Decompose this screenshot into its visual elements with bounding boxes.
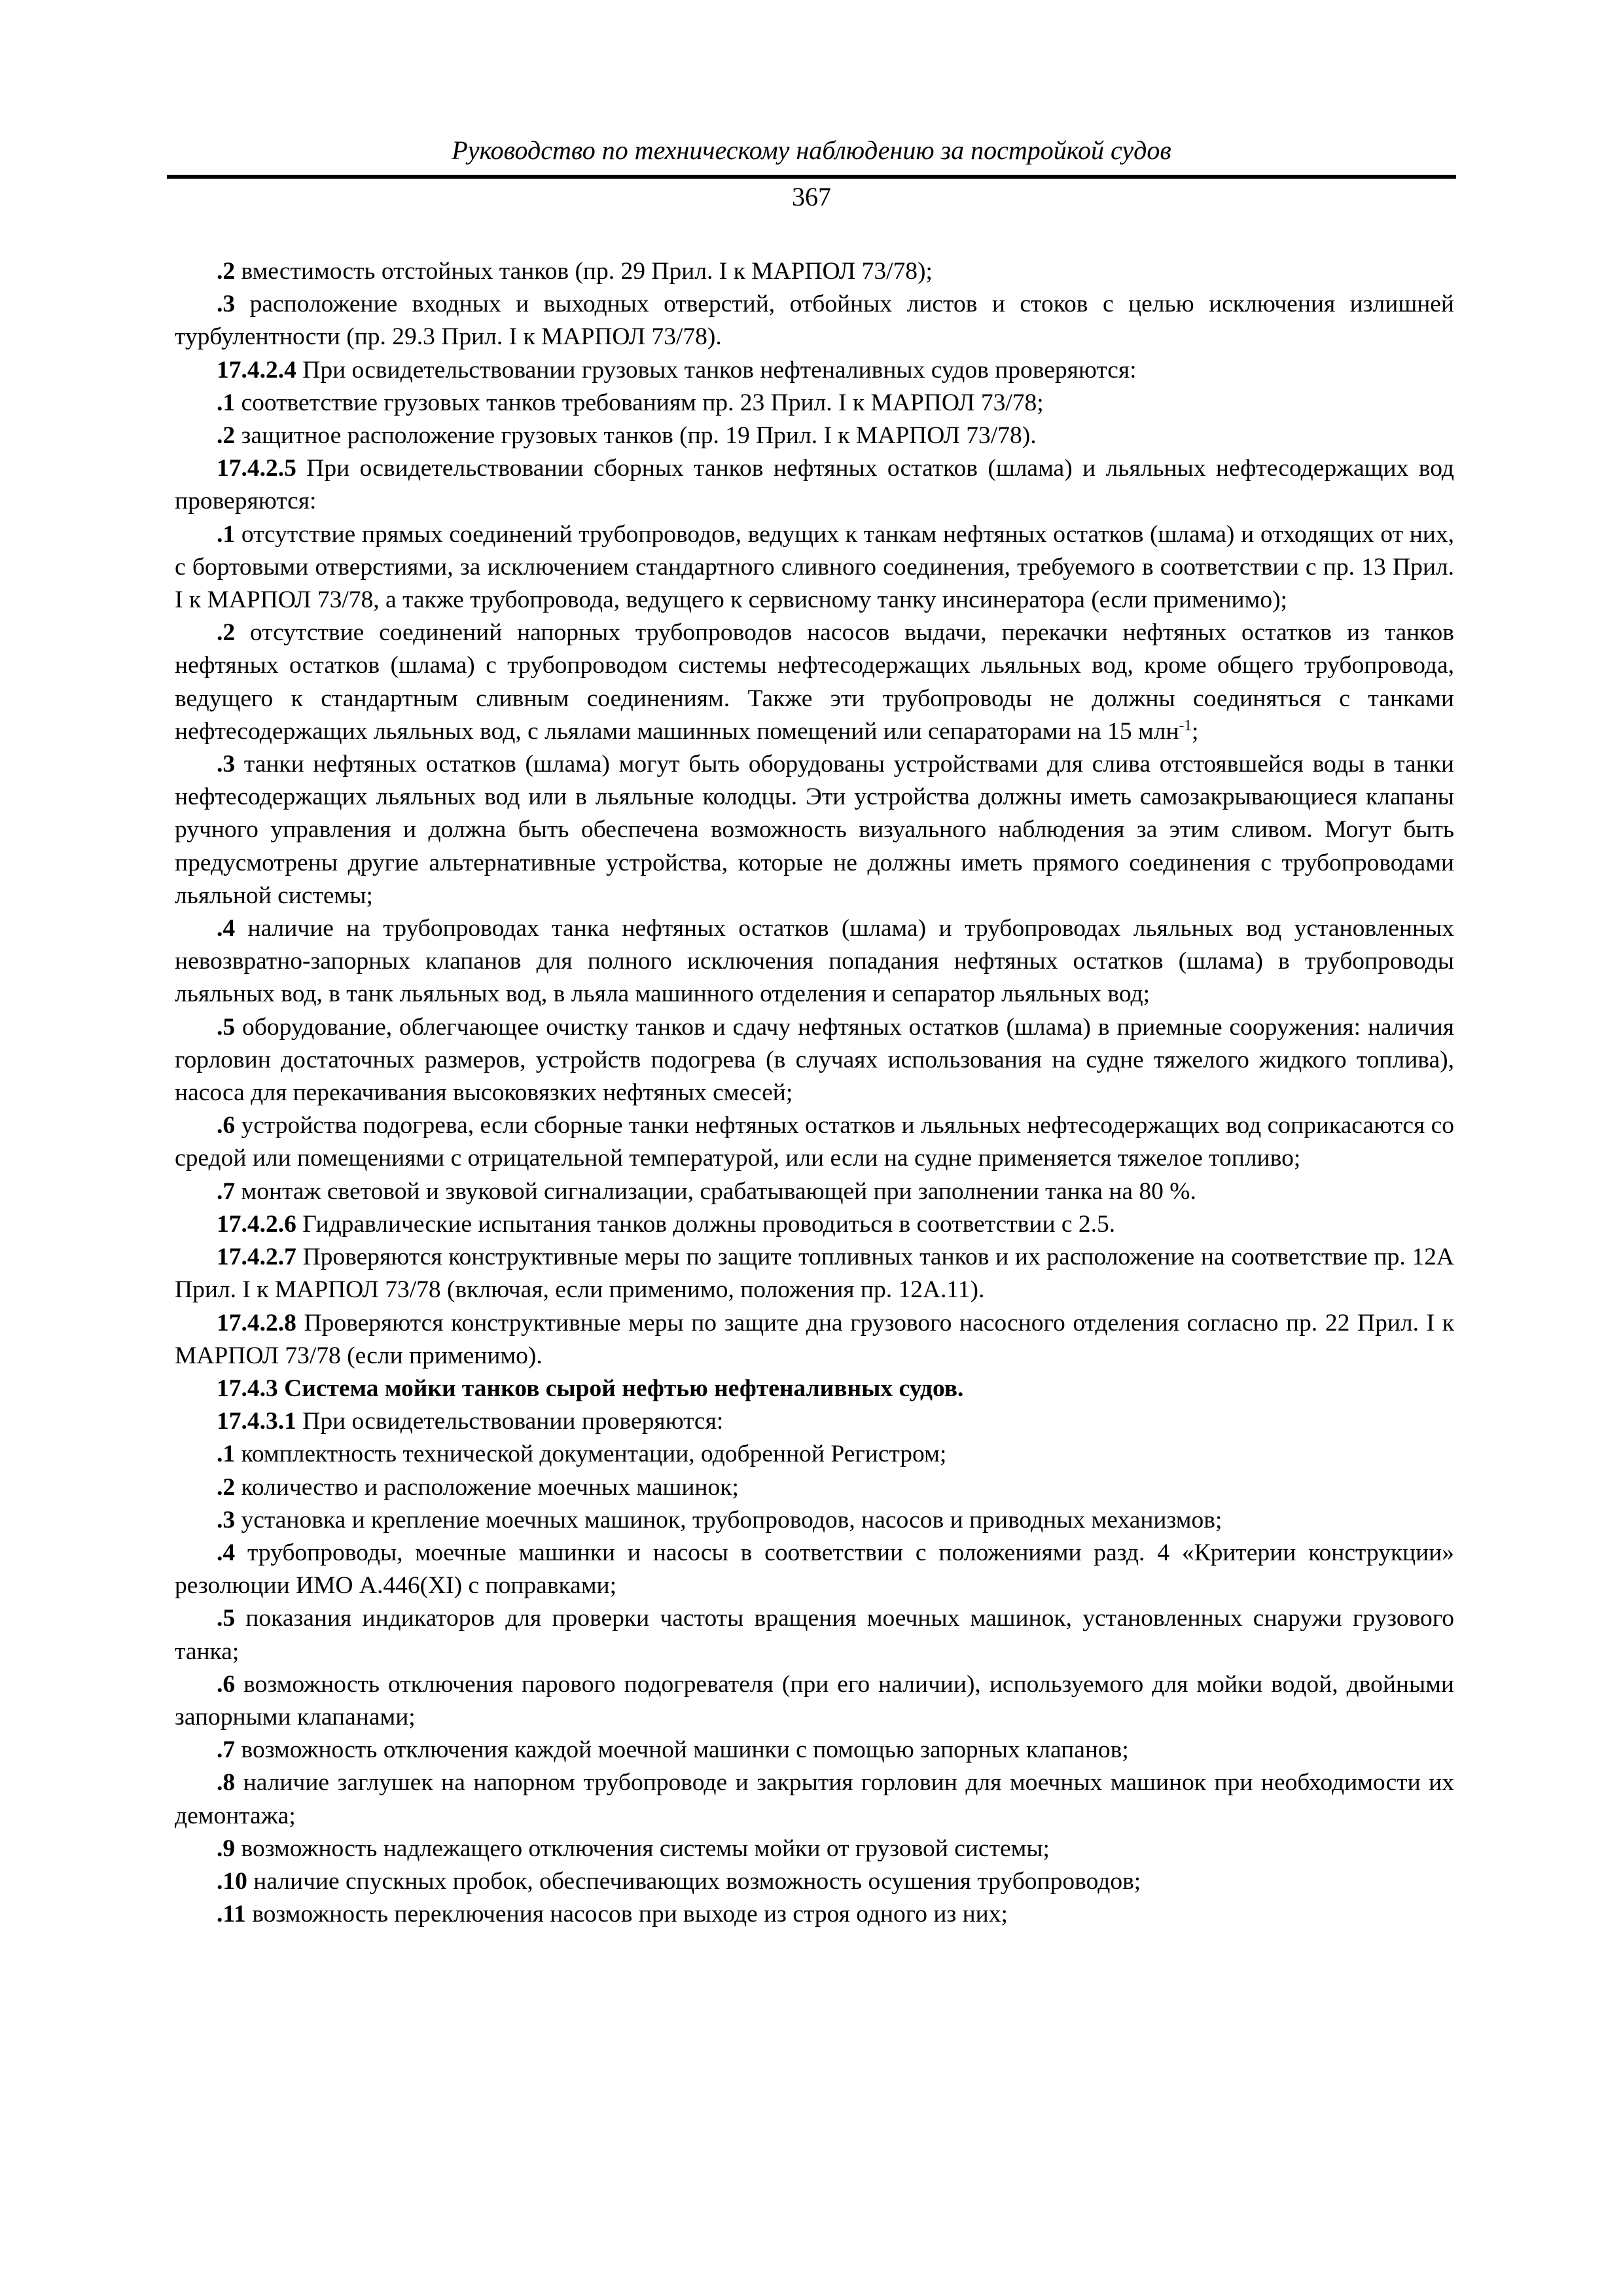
item-text: количество и расположение моечных машинок; (235, 1473, 739, 1501)
item-text: вместимость отстойных танков (пр. 29 Прил. I к МАРПОЛ 73/78); (235, 258, 933, 285)
paragraph (175, 1307, 1454, 1372)
item-text: отсутствие соединений напорных трубопроводов насосов выдачи, перекачки нефтяных остатков из танков нефтяных остатков (шлама) с трубопроводом системы нефтесодержащих льяльных вод, кроме общего трубопровода, ведущего к стандартным сливным соединениям. Также эти трубопроводы не должны соединяться с танками нефтесодержащих льяльных вод, с льялами машинных помещений или сепараторами на 15 млн (175, 619, 1454, 745)
item-text: возможность отключения парового подогревателя (при его наличии), используемого для мойки водой, двойными запорными клапанами; (175, 1670, 1454, 1731)
item-text: комплектность технической документации, одобренной Регистром; (235, 1441, 947, 1468)
paragraph (175, 1109, 1454, 1175)
item-number: .3 (217, 751, 236, 778)
item-number: .2 (217, 258, 236, 285)
item-text: возможность отключения каждой моечной машинки с помощью запорных клапанов; (235, 1736, 1129, 1764)
header-rule (167, 175, 1456, 179)
paragraph (175, 1438, 1454, 1471)
superscript: -1 (1179, 717, 1192, 734)
item-text: Гидравлические испытания танков должны проводиться в соответствии с 2.5. (296, 1210, 1116, 1238)
paragraph (175, 1471, 1454, 1504)
paragraph (175, 1405, 1454, 1438)
clause-number: 17.4.2.8 (217, 1309, 296, 1336)
item-text: отсутствие прямых соединений трубопроводов, ведущих к танкам нефтяных остатков (шлама) и отходящих от них, с бортовыми отверстиями, за исключением стандартного сливного соединения, требуемого в соответствии с пр. 13 Прил. I к МАРПОЛ 73/78, а также трубопровода, ведущего к сервисному танку инсинератора (если применимо); (175, 520, 1454, 614)
item-text: расположение входных и выходных отверстий, отбойных листов и стоков с целью исключения излишней турбулентности (пр. 29.3 Прил. I к МАРПОЛ 73/78). (175, 291, 1454, 351)
paragraph (175, 617, 1454, 748)
paragraph (175, 1241, 1454, 1306)
item-number: .4 (217, 1539, 236, 1566)
paragraph (175, 387, 1454, 420)
clause-number: 17.4.2.7 (217, 1244, 296, 1271)
item-number: .10 (217, 1867, 247, 1895)
item-text: защитное расположение грузовых танков (пр. 19 Прил. I к МАРПОЛ 73/78). (235, 422, 1037, 450)
document-body (175, 255, 1454, 1931)
item-number: .5 (217, 1013, 236, 1041)
item-text: установка и крепление моечных машинок, трубопроводов, насосов и приводных механизмов; (235, 1506, 1222, 1534)
paragraph (175, 1734, 1454, 1767)
item-text: Проверяются конструктивные меры по защите топливных танков и их расположение на соответствие пр. 12A Прил. I к МАРПОЛ 73/78 (включая, если применимо, положения пр. 12A.11). (175, 1244, 1454, 1304)
item-number: .4 (217, 915, 236, 942)
paragraph (175, 1865, 1454, 1898)
paragraph (175, 912, 1454, 1011)
paragraph (175, 452, 1454, 518)
item-number: .6 (217, 1112, 236, 1139)
item-text: При освидетельствовании грузовых танков нефтеналивных судов проверяются: (296, 356, 1137, 384)
paragraph (175, 1668, 1454, 1734)
clause-number: 17.4.2.6 (217, 1210, 296, 1238)
item-number: .1 (217, 1441, 236, 1468)
item-number: .8 (217, 1769, 236, 1797)
paragraph (175, 1208, 1454, 1241)
item-number: .9 (217, 1835, 236, 1862)
item-number: .11 (217, 1901, 246, 1928)
paragraph (175, 748, 1454, 912)
item-number: .1 (217, 389, 236, 416)
item-number: .3 (217, 291, 236, 318)
paragraph (175, 1602, 1454, 1668)
item-text-tail: ; (1191, 717, 1199, 745)
item-text: При освидетельствовании сборных танков нефтяных остатков (шлама) и льяльных нефтесодержащих вод проверяются: (175, 455, 1454, 515)
section-title: 17.4.3 Система мойки танков сырой нефтью нефтеналивных судов. (217, 1374, 964, 1402)
item-text: возможность надлежащего отключения системы мойки от грузовой системы; (235, 1835, 1050, 1862)
item-number: .7 (217, 1736, 236, 1764)
item-number: .3 (217, 1506, 236, 1534)
item-text: При освидетельствовании проверяются: (296, 1408, 724, 1435)
item-number: .1 (217, 520, 236, 548)
clause-number: 17.4.3.1 (217, 1408, 296, 1435)
paragraph (175, 1537, 1454, 1602)
item-number: .7 (217, 1177, 236, 1205)
item-text: оборудование, облегчающее очистку танков и сдачу нефтяных остатков (шлама) в приемные сооружения: наличия горловин достаточных размеров, устройств подогрева (в случаях использования на судне тяжелого жидкого топлива), насоса для перекачивания высоковязких нефтяных смесей; (175, 1013, 1454, 1107)
item-text: танки нефтяных остатков (шлама) могут быть оборудованы устройствами для слива отстоявшейся воды в танки нефтесодержащих льяльных вод или в льяльные колодцы. Эти устройства должны иметь самозакрывающиеся клапаны ручного управления и должна быть обеспечена возможность визуального наблюдения за этим сливом. Могут быть предусмотрены другие альтернативные устройства, которые не должны иметь прямого соединения с трубопроводами льяльной системы; (175, 751, 1454, 909)
running-title: Руководство по техническому наблюдению за постройкой судов (452, 135, 1171, 165)
clause-number: 17.4.2.4 (217, 356, 296, 384)
item-number: .5 (217, 1605, 236, 1632)
paragraph (175, 288, 1454, 353)
item-text: монтаж световой и звуковой сигнализации, срабатывающей при заполнении танка на 80 %. (235, 1177, 1196, 1205)
item-number: .2 (217, 619, 236, 647)
item-text: Проверяются конструктивные меры по защите дна грузового насосного отделения согласно пр. 22 Прил. I к МАРПОЛ 73/78 (если применимо). (175, 1309, 1454, 1369)
paragraph (175, 1011, 1454, 1110)
paragraph (175, 518, 1454, 617)
clause-number: 17.4.2.5 (217, 455, 296, 482)
item-number: .2 (217, 1473, 236, 1501)
paragraph (175, 1175, 1454, 1208)
item-text: наличие спускных пробок, обеспечивающих возможность осушения трубопроводов; (247, 1867, 1141, 1895)
paragraph (175, 420, 1454, 452)
paragraph (175, 1767, 1454, 1832)
paragraph (175, 1504, 1454, 1537)
paragraph (175, 354, 1454, 387)
page-number: 367 (792, 182, 831, 211)
paragraph (175, 255, 1454, 288)
paragraph (175, 1898, 1454, 1931)
item-text: наличие заглушек на напорном трубопроводе и закрытия горловин для моечных машинок при необходимости их демонтажа; (175, 1769, 1454, 1829)
item-number: .6 (217, 1670, 236, 1698)
item-text: возможность переключения насосов при выходе из строя одного из них; (245, 1901, 1008, 1928)
item-text: устройства подогрева, если сборные танки нефтяных остатков и льяльных нефтесодержащих вод соприкасаются со средой или помещениями с отрицательной температурой, или если на судне применяется тяжелое топливо; (175, 1112, 1454, 1172)
paragraph (175, 1833, 1454, 1865)
item-text: соответствие грузовых танков требованиям пр. 23 Прил. I к МАРПОЛ 73/78; (235, 389, 1044, 416)
item-number: .2 (217, 422, 236, 450)
item-text: показания индикаторов для проверки частоты вращения моечных машинок, установленных снаружи грузового танка; (175, 1605, 1454, 1665)
item-text: наличие на трубопроводах танка нефтяных остатков (шлама) и трубопроводах льяльных вод установленных невозвратно-запорных клапанов для полного исключения попадания нефтяных остатков (шлама) в трубопроводы льяльных вод, в танк льяльных вод, в льяла машинного отделения и сепаратор льяльных вод; (175, 915, 1454, 1008)
section-heading (175, 1372, 1454, 1405)
item-text: трубопроводы, моечные машинки и насосы в соответствии с положениями разд. 4 «Критерии конструкции» резолюции ИМО А.446(XI) с поправками; (175, 1539, 1454, 1600)
